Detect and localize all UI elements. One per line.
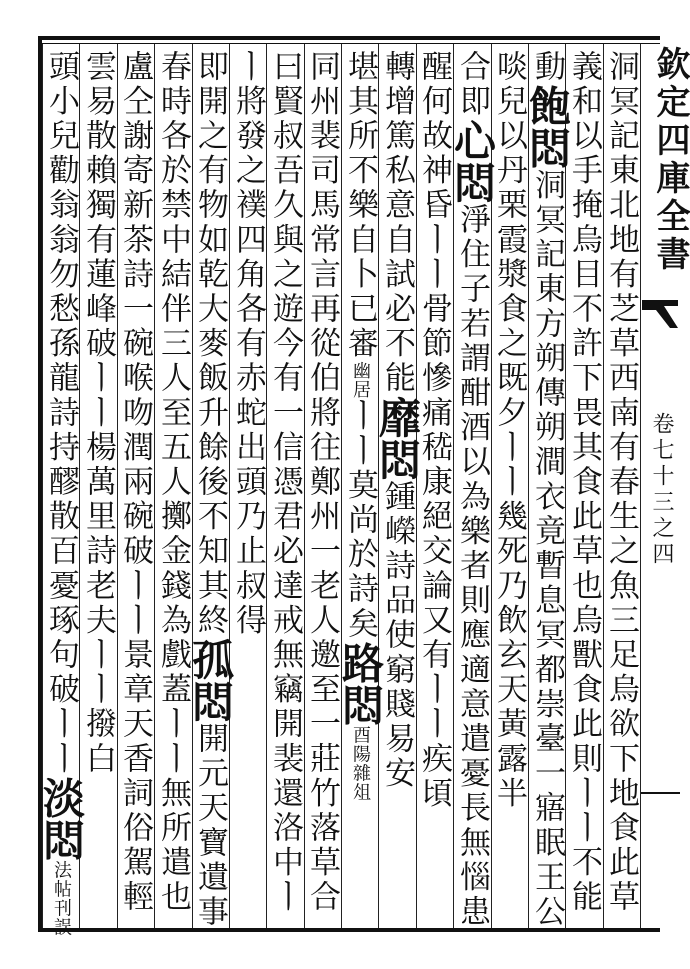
text-column [602,50,640,915]
body-text: 同州裴司馬常言再從伯將往鄭州一老人邀至一莊竹落草合 [304,50,340,915]
column-rule [640,44,641,928]
body-text: ㅣㅣ莫尚於詩矣 [342,399,378,642]
body-text: 義和以手掩烏目不許下畏其食此草也烏獸食此則ㅣㅣ不能 [566,50,602,915]
annotation-text: 法帖刊誤 [51,860,72,937]
text-column [116,50,154,915]
body-text: 啖兒以丹栗霞漿食之既夕ㅣㅣ幾死乃飲玄天黃露半 [491,50,527,812]
body-text: 轉增篤私意自試必不能 [379,50,415,396]
body-text: 春時各於禁中結伴三人至五人擲金錢為戲蓋ㅣㅣ無所遣也 [155,50,191,915]
text-column [37,50,86,937]
body-text: 堪其所不樂自卜已審 [342,50,378,362]
body-text: 洞冥記東北地有芝草西南有春生之魚三足烏欲下地食此草 [603,50,639,915]
margin-divider [640,792,680,794]
body-text: 醒何故神昏ㅣㅣ骨節慘痛嵇康絕交論又有ㅣㅣ疾頃 [416,50,452,812]
frame-bottom-border [38,928,660,932]
text-column [448,50,497,930]
annotation-text: 酉陽雜俎 [350,725,371,802]
volume-number: 卷七十三之四 [649,412,674,568]
text-column [79,50,117,777]
text-column [336,50,385,802]
book-title: 欽定四庫全書 [650,46,690,274]
body-text: 洞冥記東方朔傳朔澗衣竟暫息冥都崇臺一寤眠王公 [529,168,565,930]
fish-tail-mark-icon [640,298,680,332]
body-text: 開元天寶遺事 [192,722,228,930]
entry-heading: 淡悶 [37,776,86,861]
entry-heading: 孤悶 [186,638,235,723]
entry-heading: 飽悶 [523,84,572,169]
body-text: 鍾嶸詩品使窮賤易安 [379,480,415,792]
text-column [565,50,603,915]
body-text: 曰賢叔吾久與之遊今有一信憑君必達戒無竊開裴還洛中ㅣ [267,50,303,915]
entry-heading: 路悶 [336,641,385,726]
entry-heading: 靡悶 [373,396,422,480]
entry-heading: 心悶 [448,119,497,204]
text-column [186,50,235,930]
frame-top-inner-border [38,43,660,44]
body-text: 頭小兒勸翁翁勿愁孫龍詩持醪散百憂琢句破ㅣㅣ [43,50,79,777]
text-column [229,50,267,638]
body-text: 動 [529,50,565,85]
body-text: 雲易散賴獨有蓮峰破ㅣㅣ楊萬里詩老夫ㅣㅣ撥白 [80,50,116,777]
frame-top-border [38,36,660,40]
body-text: 盧仝謝寄新茶詩一碗喉吻潤兩碗破ㅣㅣ景章天香詞俗駕輕 [117,50,153,915]
body-text: 即開之有物如乾大麥飯升餘後不知其終 [192,50,228,639]
text-column [154,50,192,915]
body-text: 合即 [454,50,490,120]
body-text: ㅣ將發之襆四角各有赤蛇出頭乃止叔得 [230,50,266,639]
text-column [303,50,341,915]
text-column [266,50,304,915]
text-column [523,50,572,930]
body-text: 淨住子若謂酣酒以為樂者則應適意遣憂長無惱患 [454,203,490,930]
annotation-text: 幽居 [350,361,371,400]
